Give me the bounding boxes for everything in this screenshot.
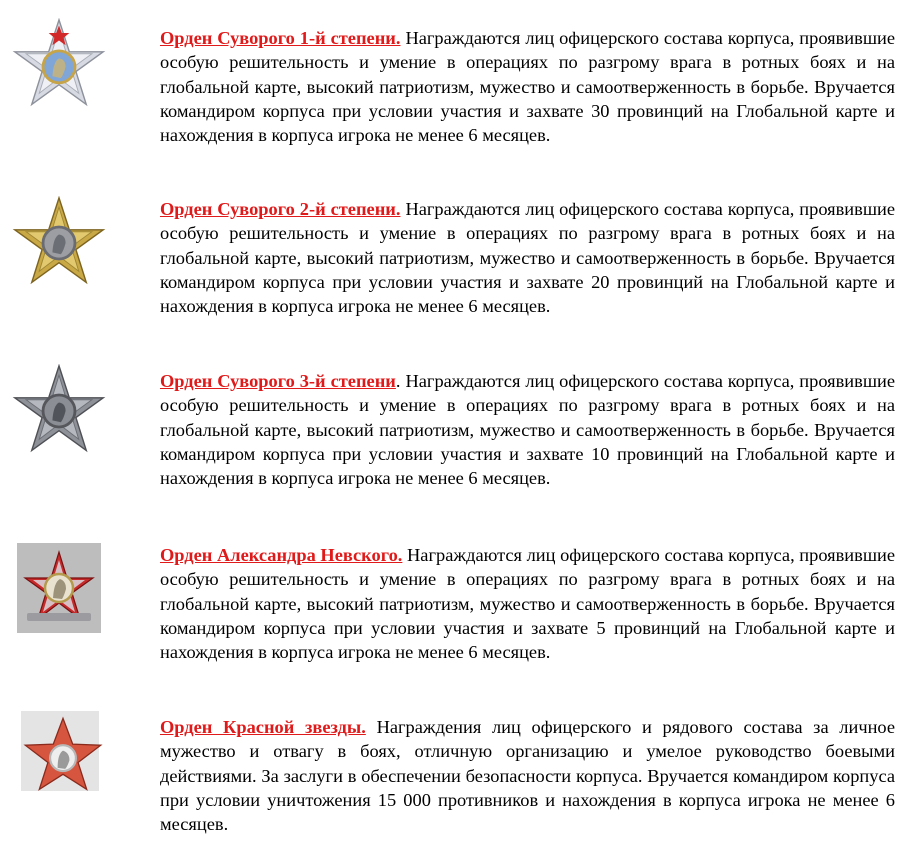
order-text-suvorov-2: [160, 197, 895, 318]
order-title-suvorov-2[interactable]: Орден Суворого 2-й степени.: [160, 199, 401, 219]
order-title-red-star[interactable]: Орден Красной звезды.: [160, 717, 366, 737]
order-description-suvorov-3: Награждаются лиц офицерского состава корпуса, проявившие особую решительность и умение в операциях по разгрому врага в ротных боях и на глобальной карте, высокий патриотизм, мужество и самоотверженность в борьбе. Вручается командиром корпуса при условии участия и захвате 10 провинций на Глобальной карте и нахождения в корпуса игрока не менее 6 месяцев.: [160, 371, 896, 489]
red-star-order-icon: [21, 711, 99, 791]
suvorov-order-3rd-class-icon: [12, 364, 106, 458]
order-description-suvorov-2: Награждаются лиц офицерского состава корпуса, проявившие особую решительность и умение в операциях по разгрому врага в ротных боях и на глобальной карте, высокий патриотизм, мужество и самоотверженность в борьбе. Вручается командиром корпуса при условии участия и захвате 20 провинций на Глобальной карте и нахождения в корпуса игрока не менее 6 месяцев.: [160, 199, 895, 317]
order-description-suvorov-1: Награждаются лиц офицерского состава корпуса, проявившие особую решительность и умение в операциях по разгрому врага в ротных боях и на глобальной карте, высокий патриотизм, мужество и самоотверженность в борьбе. Вручается командиром корпуса при условии участия и захвате 30 провинций на Глобальной карте и нахождения в корпуса игрока не менее 6 месяцев.: [160, 28, 895, 146]
order-text-suvorov-3: [160, 369, 895, 490]
order-title-suffix-suvorov-3: .: [395, 371, 401, 391]
order-title-suvorov-1[interactable]: Орден Суворого 1-й степени.: [160, 28, 401, 48]
order-text-suvorov-1: [160, 26, 895, 147]
order-description-nevsky: Награждаются лиц офицерского состава корпуса, проявившие особую решительность и умение в операциях по разгрому врага в ротных боях и на глобальной карте, высокий патриотизм, мужество и самоотверженность в борьбе. Вручается командиром корпуса при условии участия и захвате 5 провинций на Глобальной карте и нахождения в корпуса игрока не менее 6 месяцев.: [160, 545, 895, 663]
order-text-nevsky: [160, 543, 895, 664]
suvorov-order-2nd-class-icon: [12, 196, 106, 290]
alexander-nevsky-order-icon: [17, 543, 101, 633]
order-title-suvorov-3[interactable]: Орден Суворого 3-й степени: [160, 371, 396, 391]
suvorov-order-1st-class-icon: [12, 18, 106, 112]
order-text-red-star: [160, 715, 895, 836]
order-description-red-star: Награждения лиц офицерского и рядового состава за личное мужество и отвагу в боях, отличную организацию и умелое руководство боевыми действиями. За заслуги в обеспечении безопасности корпуса. Вручается командиром корпуса при условии уничтожения 15 000 противников и нахождения в корпуса игрока не менее 6 месяцев.: [160, 717, 895, 835]
order-title-nevsky[interactable]: Орден Александра Невского.: [160, 545, 403, 565]
